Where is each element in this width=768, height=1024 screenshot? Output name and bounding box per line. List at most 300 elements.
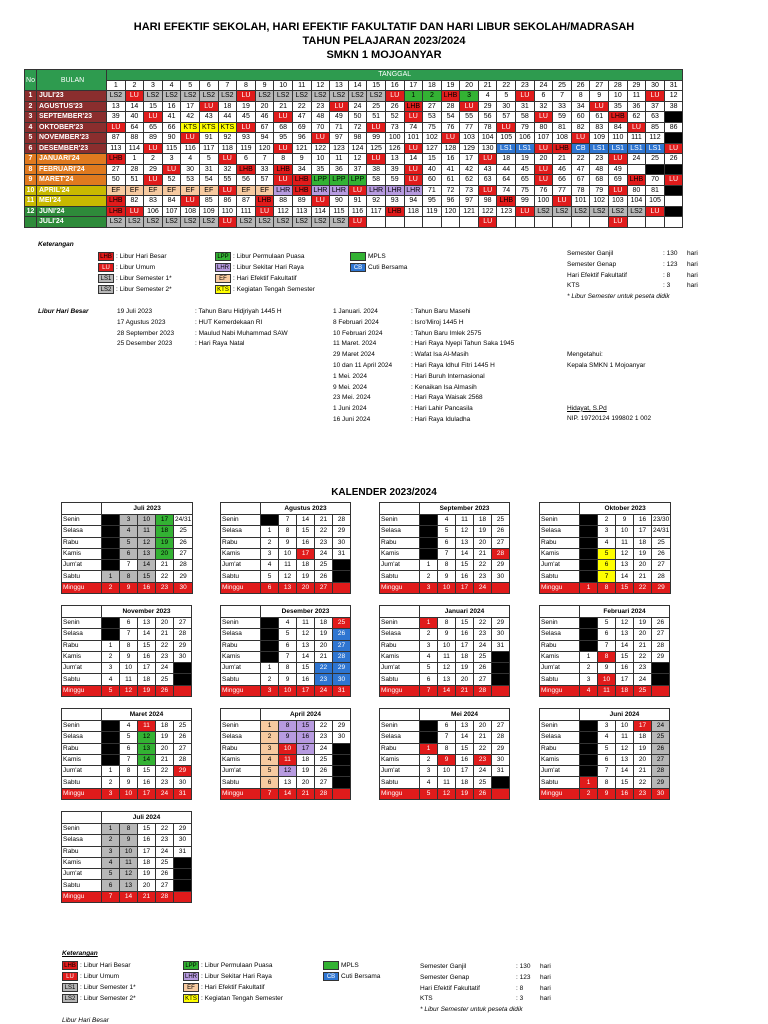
day-cell: LS2 [162, 91, 181, 102]
row-month: DESEMBER'23 [37, 143, 107, 154]
day-cell: 129 [460, 143, 479, 154]
calendar-day: 31 [174, 788, 192, 799]
calendar-day [580, 526, 598, 537]
day-cell: LS1 [646, 143, 665, 154]
day-cell: 75 [423, 122, 442, 133]
calendar-day: 10 [438, 640, 456, 651]
header-no: No [25, 70, 37, 91]
month-title: Juli 2024 [102, 812, 192, 824]
calendar-day: 16 [138, 582, 156, 593]
row-no: 6 [25, 143, 37, 154]
calendar-day: 4 [420, 777, 438, 788]
calendar-corner [540, 503, 580, 515]
weekday-label: Selasa [62, 526, 102, 537]
day-cell: 111 [237, 206, 256, 217]
legend [38, 241, 172, 295]
day-cell: 73 [460, 185, 479, 196]
calendar-day: 27 [652, 754, 670, 765]
day-cell: EF [181, 185, 200, 196]
weekday-label: Minggu [380, 788, 420, 799]
calendar-day: 15 [297, 663, 315, 674]
calendar-day: 16 [138, 651, 156, 662]
weekday-label: Sabtu [540, 571, 580, 582]
day-cell: LU [664, 175, 683, 186]
calendar-day: 15 [138, 766, 156, 777]
day-cell: 2 [423, 91, 442, 102]
summary-label: Semester Genap [420, 973, 470, 981]
calendar-day: 5 [261, 766, 279, 777]
holidays-left [117, 307, 288, 350]
day-cell: 97 [330, 133, 349, 144]
calendar-day: 23 [156, 777, 174, 788]
day-cell: LU [144, 112, 163, 123]
weekday-label: Kamis [221, 651, 261, 662]
summary-value: : 130 [516, 963, 531, 970]
calendar-day: 27 [174, 743, 192, 754]
summary-unit: hari [687, 260, 698, 268]
calendar-day: 27 [333, 640, 351, 651]
calendar-day: 21 [156, 629, 174, 640]
day-cell: LHB [292, 185, 311, 196]
calendar-day: 8 [438, 618, 456, 629]
weekday-label: Jum'at [540, 663, 580, 674]
row-no: 4 [25, 122, 37, 133]
calendar-day: 9 [438, 754, 456, 765]
calendar-day: 6 [261, 777, 279, 788]
day-header: 20 [460, 80, 479, 91]
day-cell: LU [404, 164, 423, 175]
calendar-day: 3 [420, 766, 438, 777]
calendar-day: 18 [456, 651, 474, 662]
calendar-day: 22 [315, 526, 333, 537]
calendar-day: 6 [598, 560, 616, 571]
legend-item [183, 982, 283, 993]
calendar-day: 4 [438, 515, 456, 526]
weekday-label: Minggu [540, 685, 580, 696]
calendar-day: 6 [420, 674, 438, 685]
day-cell: 125 [367, 143, 386, 154]
day-cell: 46 [255, 112, 274, 123]
holiday-date: 1 Mei. 2024 [333, 372, 367, 380]
weekday-label: Minggu [62, 788, 102, 799]
calendar-day: 4 [598, 732, 616, 743]
day-cell: EF [125, 185, 144, 196]
calendar-day: 28 [492, 548, 510, 559]
calendar-day: 28 [315, 788, 333, 799]
calendar-day: 11 [120, 857, 138, 868]
day-cell: 116 [181, 143, 200, 154]
calendar-day: 26 [174, 732, 192, 743]
legend-text: : Libur Sekitar Hari Raya [233, 264, 304, 271]
calendar-day: 18 [138, 674, 156, 685]
calendar-day [174, 857, 192, 868]
calendar-day [580, 571, 598, 582]
day-cell: LS2 [609, 206, 628, 217]
calendar-day: 26 [156, 869, 174, 880]
row-month: JULI'24 [37, 217, 107, 228]
calendar-day: 28 [156, 891, 174, 902]
holiday-name: : Kenaikan Isa Almasih [411, 383, 477, 391]
calendar-day [102, 618, 120, 629]
calendar-day: 14 [456, 548, 474, 559]
weekday-label: Rabu [221, 640, 261, 651]
calendar-day: 16 [456, 629, 474, 640]
day-cell: 30 [181, 164, 200, 175]
day-cell: 83 [144, 196, 163, 207]
holiday-row [333, 318, 514, 329]
legend-swatch: EF [183, 983, 199, 992]
day-cell: 13 [107, 101, 126, 112]
calendar-day: 14 [616, 766, 634, 777]
day-cell: 40 [125, 112, 144, 123]
calendar-day: 6 [120, 548, 138, 559]
day-cell: 26 [664, 154, 683, 165]
calendar-day: 4 [580, 685, 598, 696]
weekday-label: Kamis [540, 548, 580, 559]
day-cell: 33 [553, 101, 572, 112]
calendar-day: 1 [420, 743, 438, 754]
calendar-day: 26 [174, 537, 193, 548]
day-cell: LS2 [199, 217, 218, 228]
day-cell: LS2 [330, 217, 349, 228]
footer-legend-col3 [323, 960, 380, 982]
day-cell: 7 [553, 91, 572, 102]
day-cell: LU [664, 143, 683, 154]
weekday-label: Jum'at [380, 766, 420, 777]
calendar-day: 24 [315, 548, 333, 559]
month-calendar [220, 605, 351, 697]
calendar-day: 21 [634, 640, 652, 651]
calendar-day: 27 [315, 777, 333, 788]
weekday-label: Minggu [380, 582, 420, 593]
day-cell: 84 [609, 122, 628, 133]
calendar-day: 3 [598, 721, 616, 732]
weekday-label: Rabu [221, 743, 261, 754]
calendar-day: 3 [420, 640, 438, 651]
day-cell: 107 [534, 133, 553, 144]
day-cell: 38 [367, 164, 386, 175]
day-cell: 51 [367, 112, 386, 123]
weekday-label: Rabu [380, 537, 420, 548]
calendar-day: 27 [474, 674, 492, 685]
day-cell: 61 [590, 112, 609, 123]
day-cell: 33 [255, 164, 274, 175]
header-tanggal: TANGGAL [107, 70, 683, 81]
calendar-day: 11 [616, 537, 634, 548]
legend-item [350, 251, 407, 262]
calendar-day: 23 [156, 835, 174, 846]
day-cell: 52 [162, 175, 181, 186]
summary-row [420, 984, 551, 995]
holiday-date: 28 September 2023 [117, 329, 175, 337]
calendar-day: 27 [156, 880, 174, 891]
calendar-day: 22 [156, 766, 174, 777]
legend-swatch: LHR [184, 974, 197, 980]
weekday-label: Rabu [62, 846, 102, 857]
calendar-corner [62, 812, 102, 824]
day-cell [460, 217, 479, 228]
calendar-day: 18 [297, 560, 315, 571]
calendar-day: 23 [474, 629, 492, 640]
legend-item [62, 960, 136, 971]
calendar-day: 12 [279, 766, 297, 777]
legend-text: : Libur Umum [116, 264, 156, 271]
effective-days-table [24, 69, 683, 228]
calendar-day: 2 [261, 674, 279, 685]
calendar-day: 23 [474, 754, 492, 765]
calendar-day: 15 [456, 560, 474, 571]
calendar-day: 30 [492, 571, 510, 582]
month-title: Maret 2024 [102, 709, 192, 721]
calendar-day: 11 [138, 526, 156, 537]
calendar-day [174, 869, 192, 880]
day-cell: 67 [255, 122, 274, 133]
calendar-day: 20 [156, 548, 174, 559]
calendar-day: 31 [492, 766, 510, 777]
day-cell: 58 [367, 175, 386, 186]
weekday-label: Sabtu [221, 571, 261, 582]
calendar-day: 16 [138, 835, 156, 846]
calendar-day [261, 515, 279, 526]
calendar-day: 8 [120, 766, 138, 777]
day-cell: LU [385, 91, 404, 102]
month-title: September 2023 [420, 503, 510, 515]
calendar-day: 2 [420, 571, 438, 582]
calendar-day: 2 [420, 754, 438, 765]
day-cell: 48 [590, 164, 609, 175]
weekday-label: Selasa [62, 835, 102, 846]
weekday-label: Jum'at [221, 766, 261, 777]
calendar-day: 13 [616, 629, 634, 640]
calendar-day: 9 [279, 674, 297, 685]
holiday-date: 1 Januari. 2024 [333, 308, 378, 315]
calendar-day: 18 [156, 721, 174, 732]
month-row [25, 143, 683, 154]
calendar-day [492, 651, 510, 662]
calendar-day: 9 [598, 663, 616, 674]
weekday-label: Selasa [62, 732, 102, 743]
day-cell: 61 [441, 175, 460, 186]
day-cell: LU [348, 217, 367, 228]
day-cell: LHB [497, 196, 516, 207]
weekday-label: Minggu [221, 788, 261, 799]
summary-unit: hari [540, 963, 551, 970]
day-cell: 105 [497, 133, 516, 144]
weekday-label: Sabtu [540, 674, 580, 685]
calendar-day: 25 [174, 721, 192, 732]
calendar-corner [380, 709, 420, 721]
calendar-day: 25 [174, 526, 193, 537]
calendar-day: 6 [279, 640, 297, 651]
weekday-label: Senin [540, 721, 580, 732]
calendar-day: 1 [261, 526, 279, 537]
calendar-day: 7 [598, 571, 616, 582]
day-cell [627, 164, 646, 175]
calendar-day: 19 [456, 663, 474, 674]
calendar-day [174, 880, 192, 891]
calendar-day: 2 [598, 515, 616, 526]
day-cell: LHB [237, 164, 256, 175]
day-cell: 100 [385, 133, 404, 144]
day-cell: 89 [292, 196, 311, 207]
weekday-label: Sabtu [380, 571, 420, 582]
day-header: 23 [516, 80, 535, 91]
day-cell [664, 206, 683, 217]
calendar-day: 28 [333, 515, 351, 526]
weekday-label: Jum'at [62, 560, 102, 571]
calendar-day: 30 [174, 651, 192, 662]
day-header: 26 [571, 80, 590, 91]
calendar-day [580, 743, 598, 754]
calendar-day: 19 [634, 743, 652, 754]
calendar-day: 3 [598, 526, 616, 537]
calendar-day: 19 [315, 629, 333, 640]
day-cell: 72 [441, 185, 460, 196]
calendar-day: 27 [174, 548, 193, 559]
legend-text: : Libur Semester 1* [80, 984, 136, 991]
row-month: APRIL'24 [37, 185, 107, 196]
day-cell: 64 [125, 122, 144, 133]
day-cell: LS1 [627, 143, 646, 154]
day-header: 22 [497, 80, 516, 91]
legend-text: : Libur Semester 2* [116, 286, 172, 293]
calendar-day [580, 721, 598, 732]
day-cell: 122 [311, 143, 330, 154]
calendar-day [102, 721, 120, 732]
day-cell: 46 [553, 164, 572, 175]
calendar-day: 15 [616, 582, 634, 593]
row-no: 2 [25, 101, 37, 112]
day-cell: 15 [144, 101, 163, 112]
weekday-label: Senin [540, 515, 580, 526]
day-cell: 51 [125, 175, 144, 186]
legend-text: : Hari Efektif Fakultatif [233, 275, 297, 282]
day-cell: 103 [460, 133, 479, 144]
calendar-day: 24 [474, 640, 492, 651]
day-cell: 43 [478, 164, 497, 175]
calendar-day: 2 [102, 777, 120, 788]
calendar-day: 8 [120, 640, 138, 651]
calendar-day: 11 [138, 721, 156, 732]
calendar-day: 29 [492, 743, 510, 754]
legend-text: Cuti Bersama [368, 264, 408, 271]
day-cell: 6 [237, 154, 256, 165]
day-cell: 120 [441, 206, 460, 217]
calendar-day: 8 [598, 582, 616, 593]
calendar-day: 5 [120, 732, 138, 743]
calendar-day: 13 [456, 537, 474, 548]
day-cell: 68 [590, 175, 609, 186]
day-cell: LHR [385, 185, 404, 196]
day-cell: 118 [404, 206, 423, 217]
weekday-label: Rabu [540, 537, 580, 548]
legend-text: : Hari Efektif Fakultatif [201, 984, 265, 991]
weekday-label: Senin [62, 515, 102, 526]
calendar-day: 17 [456, 582, 474, 593]
calendar-day: 6 [598, 629, 616, 640]
day-cell: LU [609, 185, 628, 196]
day-cell: 119 [237, 143, 256, 154]
footer-legend-col2 [183, 960, 283, 1004]
month-calendar [539, 605, 670, 697]
calendar-day: 3 [580, 674, 598, 685]
day-header: 27 [590, 80, 609, 91]
day-cell: 9 [590, 91, 609, 102]
legend-swatch: CB [350, 263, 366, 272]
day-cell: 60 [571, 112, 590, 123]
calendar-day: 8 [598, 777, 616, 788]
holiday-date: 23 Mei. 2024 [333, 394, 371, 402]
calendar-day: 8 [279, 526, 297, 537]
weekday-label: Jum'at [221, 560, 261, 571]
calendar-day: 13 [120, 880, 138, 891]
row-no: 9 [25, 175, 37, 186]
day-cell: EF [255, 185, 274, 196]
day-cell: 94 [404, 196, 423, 207]
row-no: 11 [25, 196, 37, 207]
weekday-label: Jum'at [540, 560, 580, 571]
day-cell: LHB [107, 196, 126, 207]
day-cell: 36 [627, 101, 646, 112]
calendar-day: 4 [261, 560, 279, 571]
weekday-label: Kamis [221, 754, 261, 765]
day-cell: LS2 [181, 217, 200, 228]
summary-unit: hari [540, 984, 551, 992]
day-cell [664, 196, 683, 207]
calendar-day: 22 [315, 663, 333, 674]
calendar-day [174, 891, 192, 902]
calendar-day: 9 [120, 777, 138, 788]
holiday-name: : Tahun Baru Masehi [411, 308, 471, 315]
calendar-day [580, 515, 598, 526]
day-cell: LHR [274, 185, 293, 196]
calendar-day [580, 754, 598, 765]
month-calendar [539, 708, 670, 800]
calendar-day: 12 [438, 788, 456, 799]
day-cell: 40 [423, 164, 442, 175]
weekday-label: Selasa [380, 629, 420, 640]
calendar-day: 10 [279, 743, 297, 754]
calendar-day: 18 [156, 526, 174, 537]
day-cell: 24 [627, 154, 646, 165]
day-cell: 47 [292, 112, 311, 123]
calendar-day: 16 [297, 537, 315, 548]
row-month: NOVEMBER'23 [37, 133, 107, 144]
calendar-day: 7 [420, 685, 438, 696]
day-cell: LS2 [292, 91, 311, 102]
day-cell: 39 [107, 112, 126, 123]
calendar-day: 12 [120, 869, 138, 880]
calendar-day: 27 [492, 721, 510, 732]
calendar-day: 29 [333, 526, 351, 537]
weekday-label: Sabtu [380, 674, 420, 685]
row-month: MEI'24 [37, 196, 107, 207]
day-cell: 54 [199, 175, 218, 186]
legend-text: : Libur Umum [80, 973, 120, 980]
calendar-day: 17 [138, 788, 156, 799]
day-header: 30 [646, 80, 665, 91]
day-cell: 26 [385, 101, 404, 112]
summary-row [420, 994, 551, 1005]
calendar-day [580, 640, 598, 651]
weekday-label: Minggu [221, 685, 261, 696]
weekday-label: Sabtu [62, 880, 102, 891]
day-cell: 24 [348, 101, 367, 112]
day-cell: LHB [441, 91, 460, 102]
calendar-day: 8 [438, 743, 456, 754]
summary-row [420, 973, 551, 984]
footer-libur-title: Libur Hari Besar [62, 1017, 109, 1024]
